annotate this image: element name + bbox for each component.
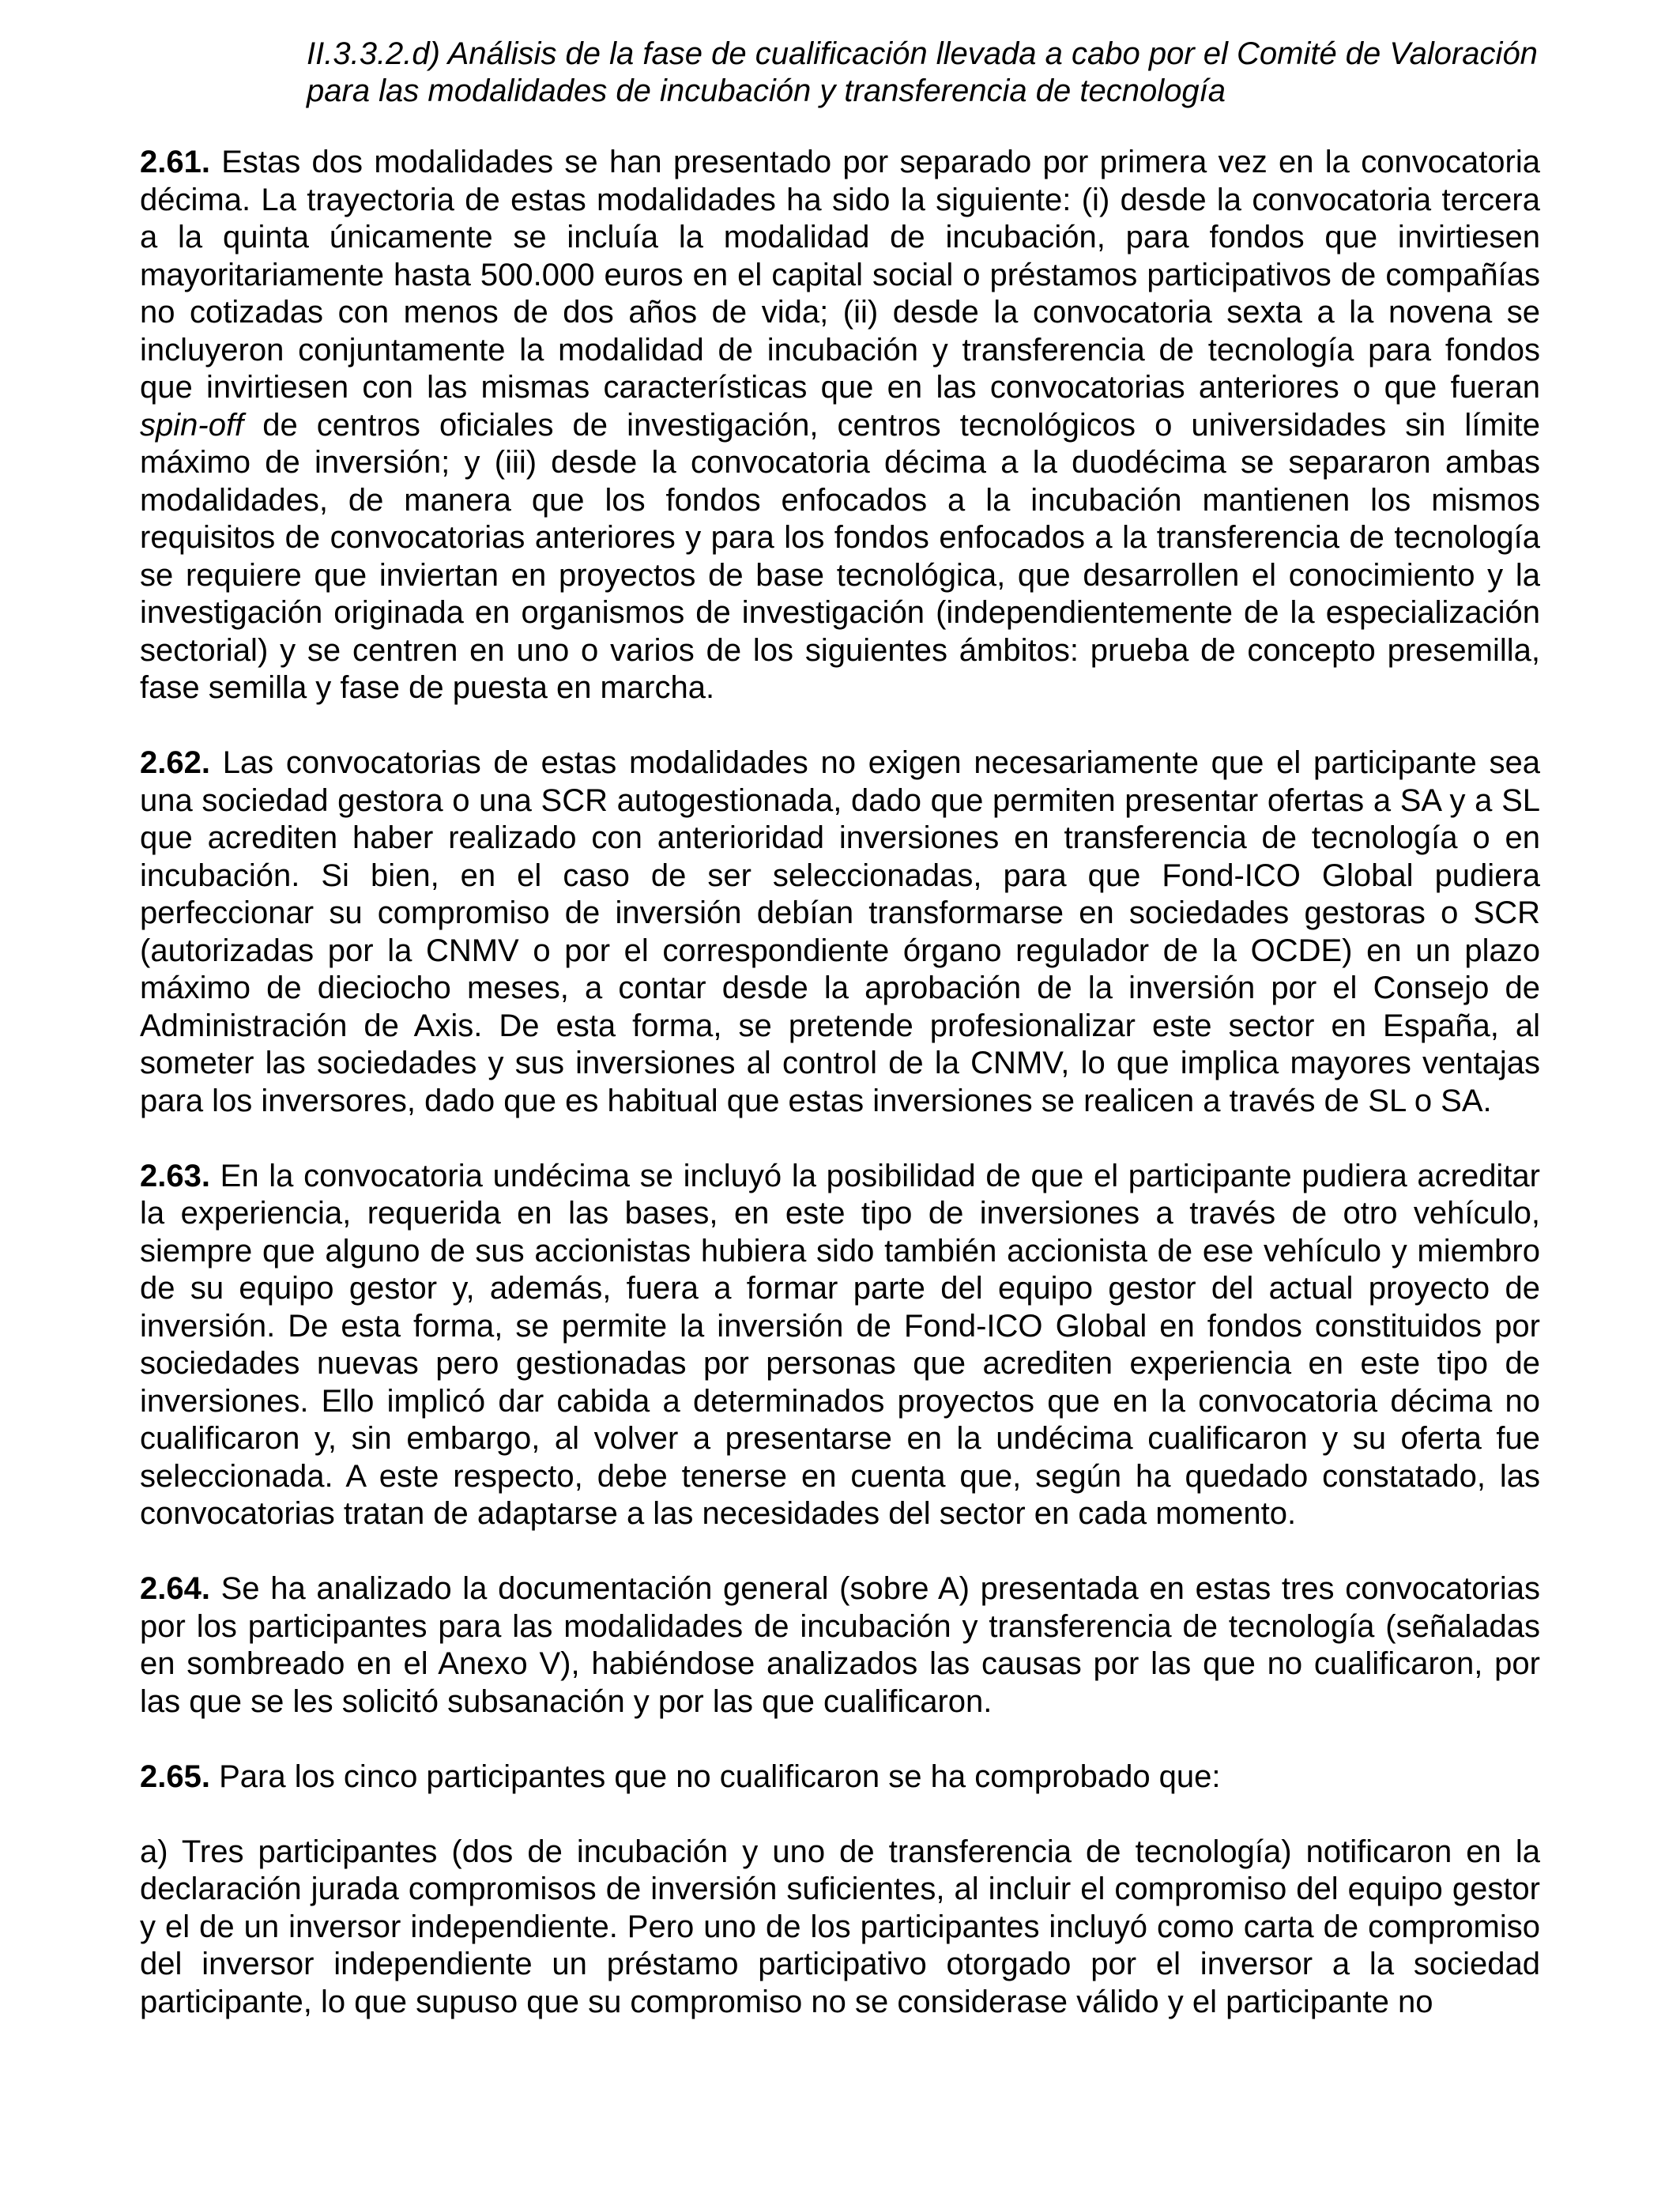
paragraph-number: 2.61. bbox=[140, 145, 210, 179]
paragraph-2-65 bbox=[140, 1759, 1540, 1796]
paragraph-number: 2.62. bbox=[140, 745, 210, 780]
paragraph-number: 2.65. bbox=[140, 1759, 210, 1794]
paragraph-number: 2.64. bbox=[140, 1571, 210, 1606]
paragraph-2-61 bbox=[140, 144, 1540, 707]
paragraph-emphasis: spin-off bbox=[140, 407, 244, 443]
section-heading: II.3.3.2.d) Análisis de la fase de cualificación llevada a cabo por el Comité de Valoración para las modalidades de incubación y transferencia de tecnología bbox=[307, 36, 1538, 108]
paragraph-text: Se ha analizado la documentación general (sobre A) presentada en estas tres convocatorias por los participantes para las modalidades de incubación y transferencia de tecnología (señaladas en sombreado en el Anexo V), habiéndose analizados las causas por las que no cualificaron, por las que se les solicitó subsanación y por las que cualificaron. bbox=[140, 1571, 1540, 1719]
paragraph-text-continued: de centros oficiales de investigación, centros tecnológicos o universidades sin límite máximo de inversión; y (iii) desde la convocatoria décima a la duodécima se separaron ambas modalidades, de manera que los fondos enfocados a la incubación mantienen los mismos requisitos de convocatorias anteriores y para los fondos enfocados a la transferencia de tecnología se requiere que inviertan en proyectos de base tecnológica, que desarrollen el conocimiento y la investigación originada en organismos de investigación (independientemente de la especialización sectorial) y se centren en uno o varios de los siguientes ámbitos: prueba de concepto presemilla, fase semilla y fase de puesta en marcha. bbox=[140, 407, 1540, 705]
paragraph-2-63 bbox=[140, 1158, 1540, 1533]
paragraph-text: En la convocatoria undécima se incluyó la posibilidad de que el participante pudiera acreditar la experiencia, requerida en las bases, en este tipo de inversiones a través de otro vehículo, siempre que alguno de sus accionistas hubiera sido también accionista de ese vehículo y miembro de su equipo gestor y, además, fuera a formar parte del equipo gestor del actual proyecto de inversión. De esta forma, se permite la inversión de Fond-ICO Global en fondos constituidos por sociedades nuevas pero gestionadas por personas que acrediten experiencia en este tipo de inversiones. Ello implicó dar cabida a determinados proyectos que en la convocatoria décima no cualificaron y, sin embargo, al volver a presentarse en la undécima cualificaron y su oferta fue seleccionada. A este respecto, debe tenerse en cuenta que, según ha quedado constatado, las convocatorias tratan de adaptarse a las necesidades del sector en cada momento. bbox=[140, 1158, 1540, 1531]
paragraph-text: Para los cinco participantes que no cualificaron se ha comprobado que: bbox=[209, 1759, 1221, 1794]
paragraph-2-64 bbox=[140, 1570, 1540, 1721]
document-body bbox=[140, 144, 1540, 2059]
paragraph-2-62 bbox=[140, 745, 1540, 1120]
paragraph-text: a) Tres participantes (dos de incubación y uno de transferencia de tecnología) notificaron en la declaración jurada compromisos de inversión suficientes, al incluir el compromiso del equipo gestor y el de un inversor independiente. Pero uno de los participantes incluyó como carta de compromiso del inversor independiente un préstamo participativo otorgado por el inversor a la sociedad participante, lo que supuso que su compromiso no se considerase válido y el participante no bbox=[140, 1834, 1540, 2019]
paragraph-number: 2.63. bbox=[140, 1158, 210, 1193]
paragraph-text: Estas dos modalidades se han presentado por separado por primera vez en la convocatoria décima. La trayectoria de estas modalidades ha sido la siguiente: (i) desde la convocatoria tercera a la quinta únicamente se incluía la modalidad de incubación, para fondos que invirtiesen mayoritariamente hasta 500.000 euros en el capital social o préstamos participativos de compañías no cotizadas con menos de dos años de vida; (ii) desde la convocatoria sexta a la novena se incluyeron conjuntamente la modalidad de incubación y transferencia de tecnología para fondos que invirtiesen con las mismas características que en las convocatorias anteriores o que fueran bbox=[140, 145, 1540, 405]
paragraph-2-65-a bbox=[140, 1834, 1540, 2022]
paragraph-text: Las convocatorias de estas modalidades no exigen necesariamente que el participante sea una sociedad gestora o una SCR autogestionada, dado que permiten presentar ofertas a SA y a SL que acrediten haber realizado con anterioridad inversiones en transferencia de tecnología o en incubación. Si bien, en el caso de ser seleccionadas, para que Fond-ICO Global pudiera perfeccionar su compromiso de inversión debían transformarse en sociedades gestoras o SCR (autorizadas por la CNMV o por el correspondiente órgano regulador de la OCDE) en un plazo máximo de dieciocho meses, a contar desde la aprobación de la inversión por el Consejo de Administración de Axis. De esta forma, se pretende profesionalizar este sector en España, al someter las sociedades y sus inversiones al control de la CNMV, lo que implica mayores ventajas para los inversores, dado que es habitual que estas inversiones se realicen a través de SL o SA. bbox=[140, 745, 1540, 1118]
